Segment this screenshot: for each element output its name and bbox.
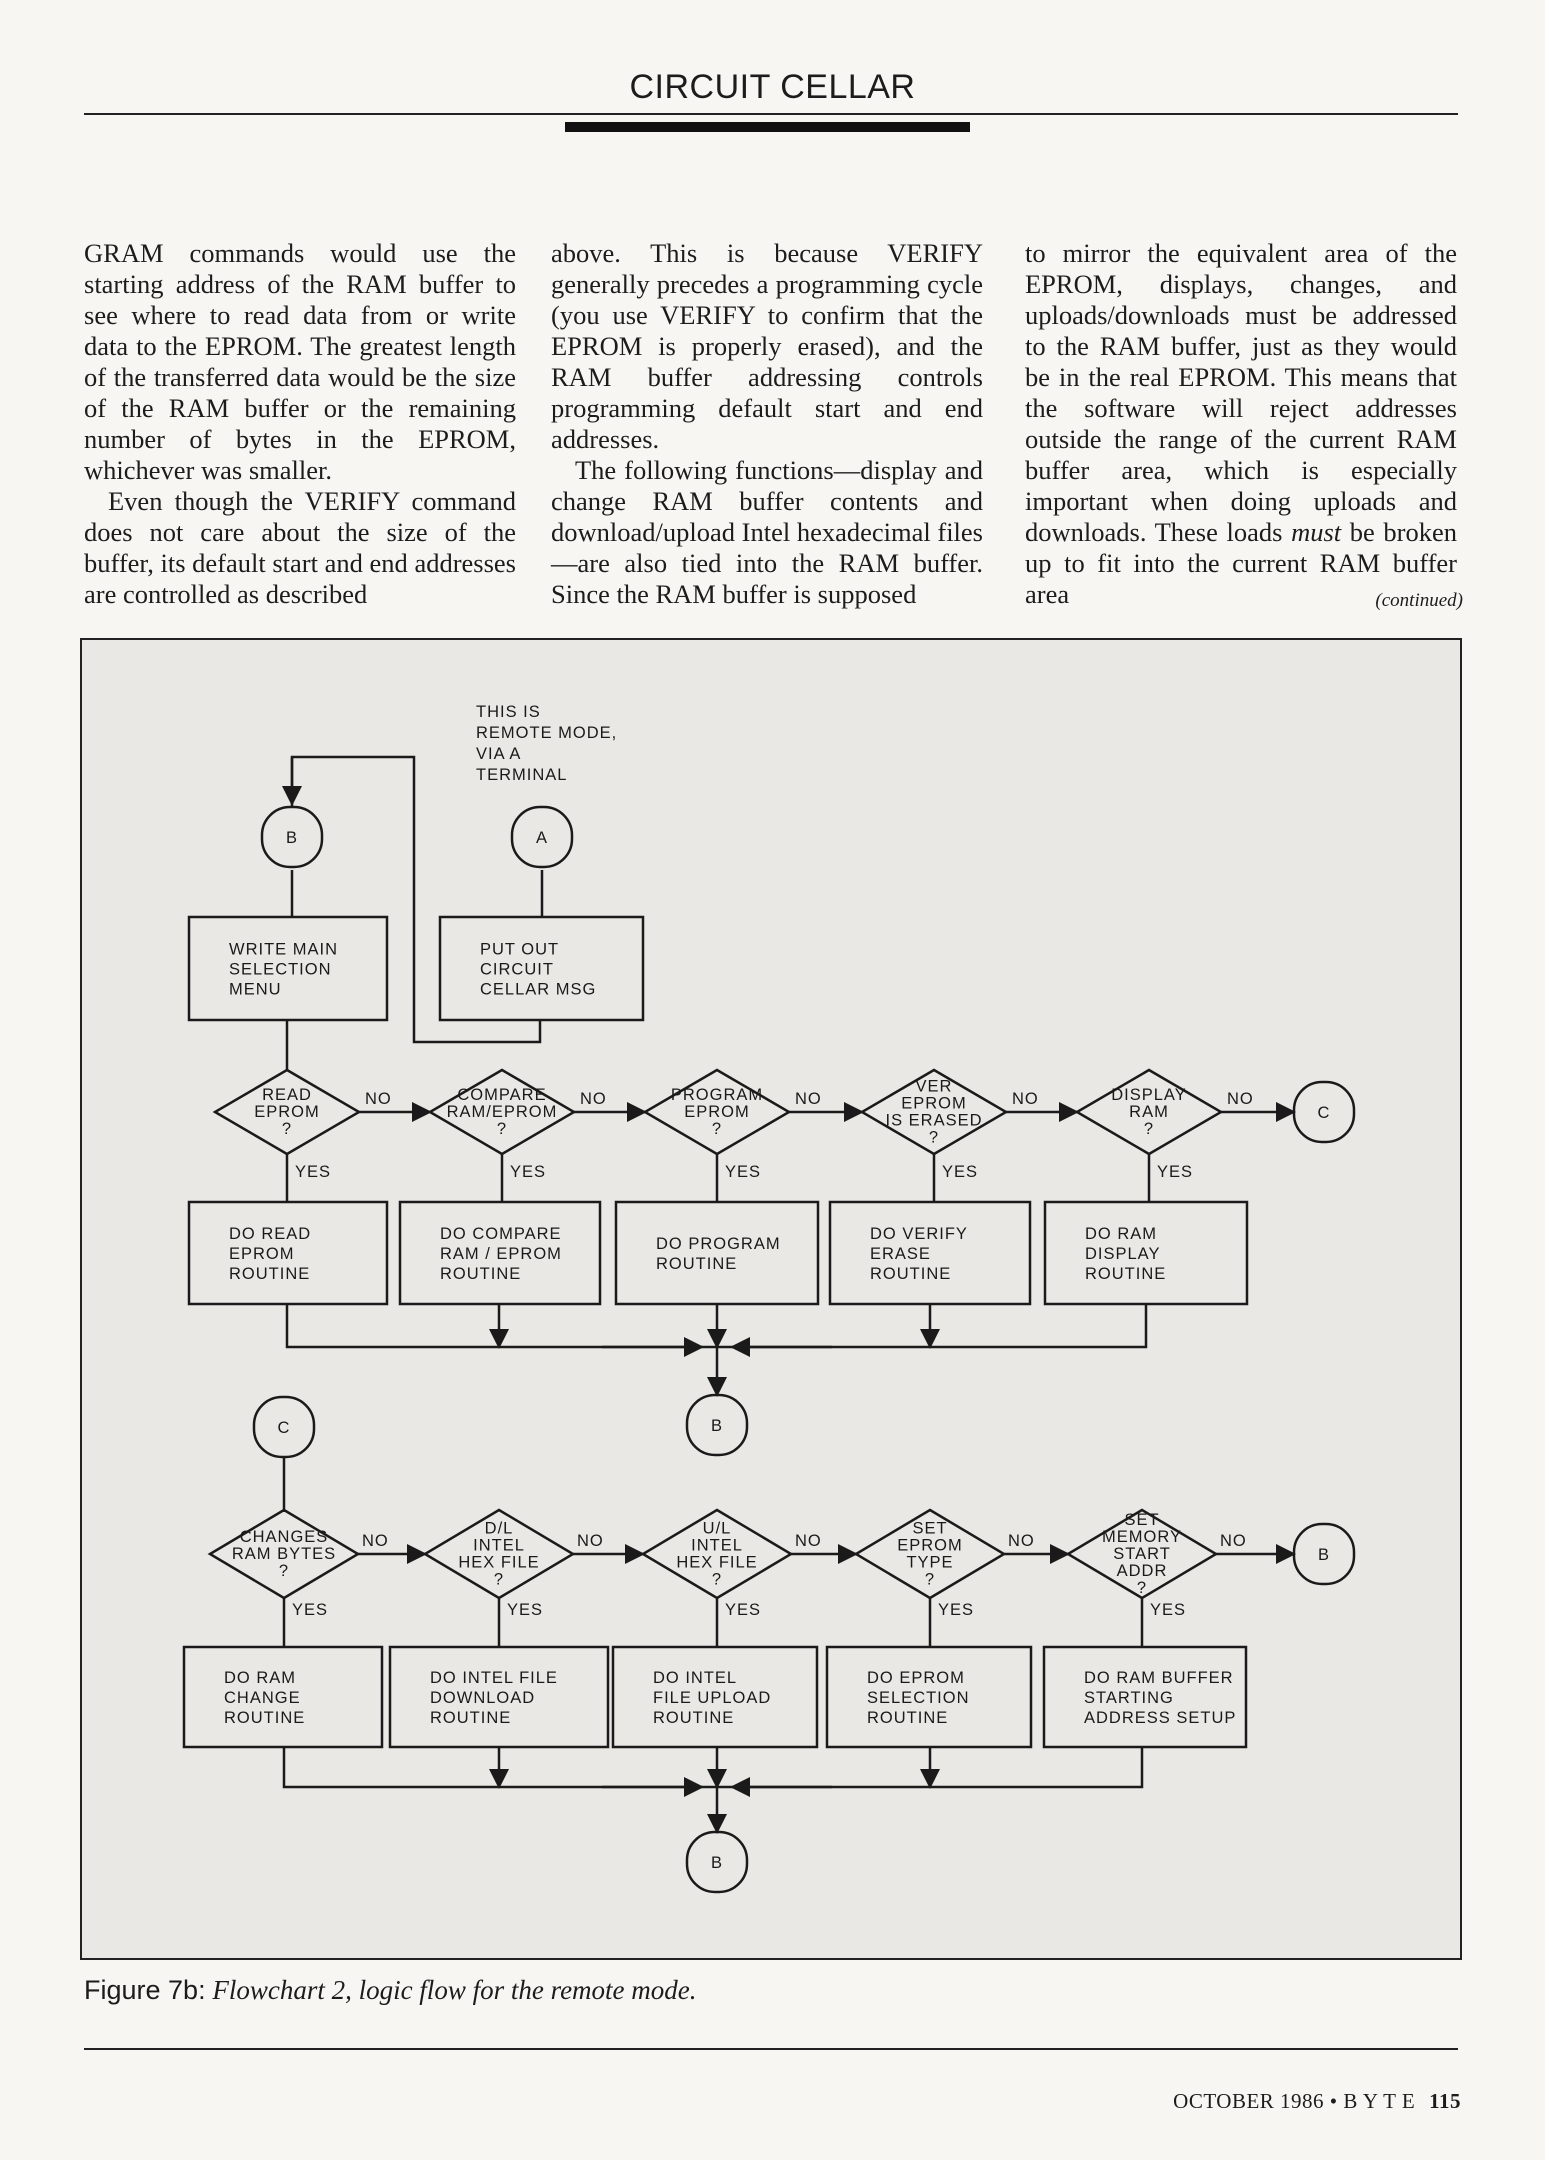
box-do-change-label: CHANGE: [224, 1689, 301, 1707]
text-column-3: [1025, 238, 1457, 610]
figure-caption: [84, 1975, 697, 2006]
box-do-program-label: ROUTINE: [656, 1255, 738, 1273]
paragraph: [1025, 238, 1457, 610]
connector-b-bottom-label: B: [710, 1854, 724, 1872]
decision-display-ram-label: RAM: [1129, 1103, 1169, 1121]
decision-display-ram-label: ?: [1143, 1120, 1155, 1138]
connector-c-in-label: C: [277, 1419, 291, 1437]
flowchart: [82, 640, 1460, 1958]
decision-memory-start-label: MEMORY: [1102, 1528, 1182, 1546]
box-do-program: [616, 1202, 818, 1304]
decision-display-ram-label: DISPLAY: [1111, 1086, 1187, 1104]
no-label: NO: [577, 1532, 604, 1550]
box-do-upload-label: DO INTEL: [653, 1669, 738, 1687]
no-label: NO: [362, 1532, 389, 1550]
decision-download-label: D/L: [484, 1519, 514, 1538]
yes-label: YES: [295, 1163, 332, 1181]
connector-b-right-label: B: [1317, 1546, 1331, 1564]
yes-label: YES: [292, 1601, 329, 1619]
connector-a-start-label: A: [535, 829, 549, 847]
connector-b-top-label: B: [285, 829, 299, 847]
box-do-buffer-setup-label: DO RAM BUFFER: [1084, 1669, 1234, 1687]
start-note: VIA A: [476, 745, 522, 763]
box-do-verify-label: ERASE: [870, 1245, 931, 1263]
box-do-change-label: DO RAM: [224, 1669, 296, 1687]
box-do-verify-label: ROUTINE: [870, 1265, 952, 1283]
decision-changes-ram-label: RAM BYTES: [231, 1545, 337, 1563]
emphasis: must: [1291, 517, 1342, 547]
no-label: NO: [365, 1090, 392, 1108]
box-do-download-label: ROUTINE: [430, 1709, 512, 1727]
text-column-2: [551, 238, 983, 610]
decision-download-label: HEX FILE: [458, 1553, 540, 1572]
paragraph: Even though the VERIFY command does not care about the size of the buffer, its default start and end addresses are controlled as described: [84, 486, 516, 609]
caption-label: Figure 7b:: [84, 1975, 206, 2005]
decision-download-label: INTEL: [473, 1536, 525, 1555]
yes-label: YES: [510, 1163, 547, 1181]
decision-changes-ram-label: ?: [278, 1562, 290, 1580]
decision-verify-erased-label: EPROM: [901, 1094, 967, 1113]
box-do-download-label: DO INTEL FILE: [430, 1669, 558, 1687]
box-do-buffer-setup-label: STARTING: [1084, 1689, 1174, 1707]
box-do-read-label: ROUTINE: [229, 1265, 311, 1283]
box-do-eprom-selection-label: DO EPROM: [867, 1669, 965, 1687]
no-label: NO: [1220, 1532, 1247, 1550]
box-do-upload-label: FILE UPLOAD: [653, 1689, 772, 1707]
continued-note: (continued): [1375, 590, 1463, 611]
decision-eprom-type-label: TYPE: [906, 1553, 954, 1572]
flowchart-figure: [80, 638, 1462, 1960]
caption-text: Flowchart 2, logic flow for the remote mode.: [212, 1975, 697, 2005]
box-do-upload-label: ROUTINE: [653, 1709, 735, 1727]
box-do-display-label: ROUTINE: [1085, 1265, 1167, 1283]
start-note: THIS IS: [476, 703, 541, 721]
box-do-compare-label: ROUTINE: [440, 1265, 522, 1283]
decision-eprom-type-label: SET: [912, 1519, 948, 1538]
paragraph: GRAM commands would use the starting address of the RAM buffer to see where to read data from or write data to the EPROM. The greatest length of the transferred data would be the size of the RAM buffer or the remaining number of bytes in the EPROM, whichever was smaller.: [84, 238, 516, 485]
connector-b-mid-label: B: [710, 1417, 724, 1435]
yes-label: YES: [1157, 1163, 1194, 1181]
box-do-change-label: ROUTINE: [224, 1709, 306, 1727]
decision-compare-label: ?: [496, 1120, 508, 1138]
box-do-compare-label: RAM / EPROM: [440, 1245, 562, 1263]
box-do-buffer-setup-label: ADDRESS SETUP: [1084, 1709, 1237, 1727]
decision-upload-label: INTEL: [691, 1536, 743, 1555]
yes-label: YES: [507, 1601, 544, 1619]
box-put-out-msg-label: CIRCUIT: [480, 960, 554, 979]
box-do-download-label: DOWNLOAD: [430, 1689, 536, 1707]
decision-read-eprom-label: READ: [262, 1086, 312, 1104]
yes-label: YES: [725, 1601, 762, 1619]
decision-eprom-type-label: EPROM: [897, 1536, 963, 1555]
box-put-out-msg-label: CELLAR MSG: [480, 980, 597, 999]
decision-verify-erased-label: IS ERASED: [885, 1111, 983, 1130]
flow-line: [292, 757, 540, 1042]
decision-upload-label: HEX FILE: [676, 1553, 758, 1572]
header-bar: [565, 122, 970, 132]
no-label: NO: [580, 1090, 607, 1108]
box-put-out-msg-label: PUT OUT: [480, 940, 560, 959]
yes-label: YES: [942, 1163, 979, 1181]
flow-line: [284, 1747, 1142, 1787]
decision-eprom-type-label: ?: [924, 1570, 936, 1589]
decision-memory-start-label: ?: [1136, 1579, 1148, 1597]
running-head: CIRCUIT CELLAR: [629, 68, 916, 106]
yes-label: YES: [725, 1163, 762, 1181]
footer-issue: OCTOBER 1986 • B Y T E: [1173, 2089, 1416, 2113]
paragraph: The following functions—display and change RAM buffer contents and download/upload Intel hexadecimal files—are also tied into the RAM buffer. Since the RAM buffer is supposed: [551, 455, 983, 609]
decision-memory-start-label: ADDR: [1116, 1562, 1168, 1580]
decision-changes-ram-label: CHANGES: [239, 1528, 329, 1546]
decision-memory-start-label: SET: [1124, 1511, 1160, 1529]
box-do-read-label: DO READ: [229, 1225, 312, 1243]
decision-upload-label: ?: [711, 1570, 723, 1589]
no-label: NO: [795, 1532, 822, 1550]
box-do-compare-label: DO COMPARE: [440, 1225, 562, 1243]
decision-program-label: PROGRAM: [670, 1086, 764, 1104]
no-label: NO: [795, 1090, 822, 1108]
decision-program-label: EPROM: [684, 1103, 750, 1121]
no-label: NO: [1227, 1090, 1254, 1108]
footer-rule: [84, 2048, 1458, 2050]
page-footer: [1173, 2089, 1461, 2114]
decision-memory-start-label: START: [1113, 1545, 1171, 1563]
page-number: 115: [1429, 2089, 1461, 2113]
box-do-display-label: DO RAM: [1085, 1225, 1157, 1243]
box-do-eprom-selection-label: SELECTION: [867, 1689, 970, 1707]
box-write-main-menu-label: SELECTION: [229, 960, 332, 979]
no-label: NO: [1008, 1532, 1035, 1550]
decision-upload-label: U/L: [702, 1519, 732, 1538]
box-write-main-menu-label: WRITE MAIN: [229, 940, 338, 959]
decision-read-eprom-label: EPROM: [254, 1103, 320, 1121]
decision-compare-label: COMPARE: [457, 1086, 547, 1104]
decision-verify-erased-label: ?: [928, 1128, 940, 1147]
box-do-display-label: DISPLAY: [1085, 1245, 1161, 1263]
paragraph: above. This is because VERIFY generally precedes a programming cycle (you use VERIFY to confirm that the EPROM is properly erased), and the RAM buffer addressing controls programming default start and end addresses.: [551, 238, 983, 454]
box-do-eprom-selection-label: ROUTINE: [867, 1709, 949, 1727]
decision-compare-label: RAM/EPROM: [446, 1103, 558, 1121]
decision-program-label: ?: [711, 1120, 723, 1138]
yes-label: YES: [938, 1601, 975, 1619]
connector-c-out-label: C: [1317, 1104, 1331, 1122]
box-write-main-menu-label: MENU: [229, 980, 282, 999]
yes-label: YES: [1150, 1601, 1187, 1619]
header-rule: [84, 113, 1458, 115]
start-note: REMOTE MODE,: [476, 724, 618, 742]
box-do-program-label: DO PROGRAM: [656, 1235, 781, 1253]
box-do-read-label: EPROM: [229, 1245, 295, 1263]
no-label: NO: [1012, 1090, 1039, 1108]
box-do-verify-label: DO VERIFY: [870, 1225, 968, 1243]
paragraph-text: be broken up to fit into the current RAM buffer area: [1025, 517, 1457, 609]
decision-download-label: ?: [493, 1570, 505, 1589]
start-note: TERMINAL: [476, 766, 568, 784]
decision-read-eprom-label: ?: [281, 1120, 293, 1138]
decision-verify-erased-label: VER: [915, 1077, 953, 1096]
text-column-1: [84, 238, 516, 610]
paragraph-text: to mirror the equivalent area of the EPROM, displays, changes, and uploads/downloads must be addressed to the RAM buffer, just as they would be in the real EPROM. This means that the software will reject addresses outside the range of the current RAM buffer area, which is especially important when doing uploads and downloads. These loads: [1025, 238, 1457, 547]
